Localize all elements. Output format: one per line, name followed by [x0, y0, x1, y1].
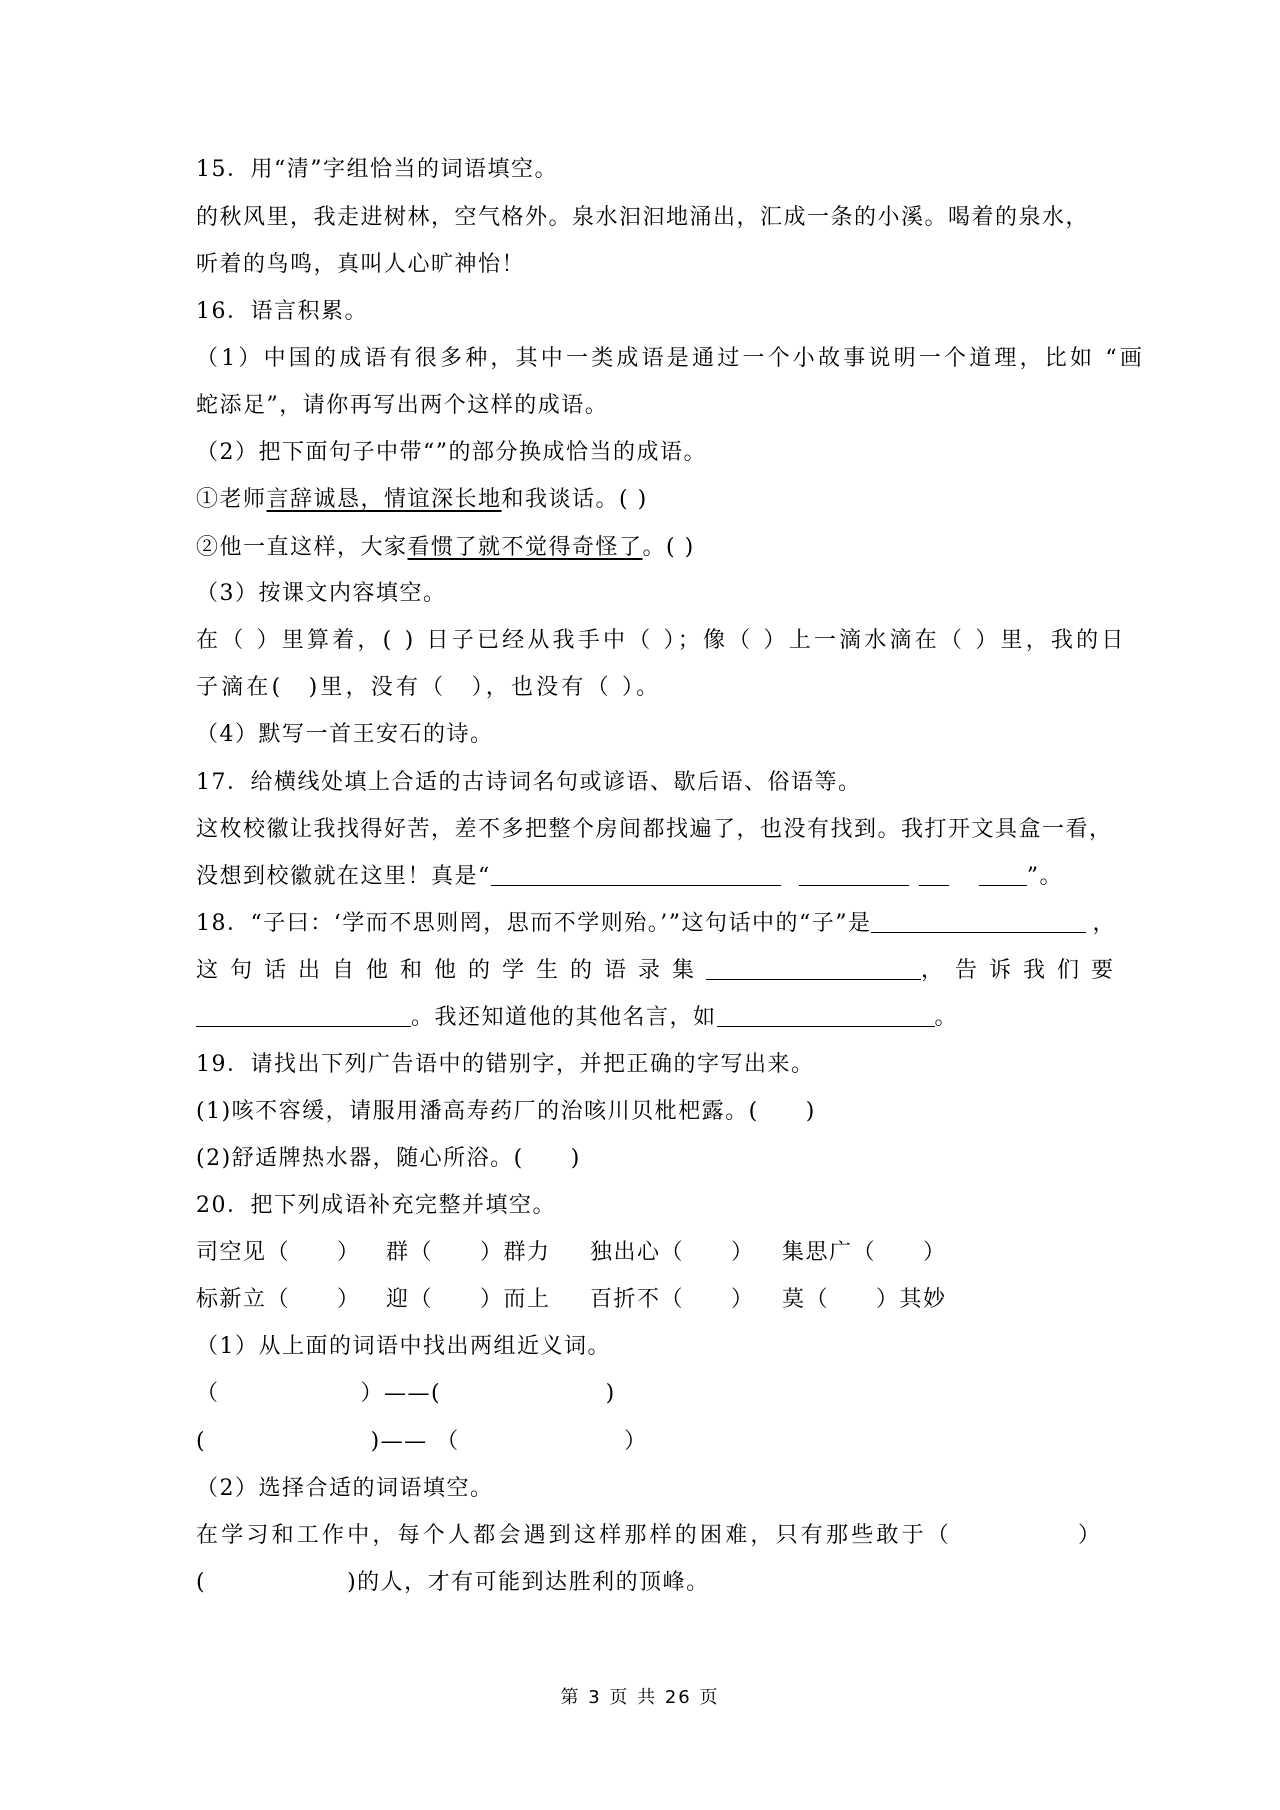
q16-sentence-1-suffix: 和我谈话。( ) — [501, 487, 648, 512]
q18-line-3-text: 。我还知道他的其他名言，如 — [411, 1005, 717, 1030]
page-footer: 第 3 页 共 26 页 — [560, 1687, 720, 1708]
q16-part3-title: （3）按课文内容填空。 — [196, 581, 447, 606]
q18-blank-quote[interactable] — [717, 1004, 935, 1027]
q15-title: 15．用“清”字组恰当的词语填空。 — [196, 157, 558, 182]
q17-line-2-close: ”。 — [1026, 864, 1063, 889]
q20-idiom-1-1: 司空见（ ） — [196, 1240, 361, 1265]
q17-line-2 — [196, 863, 1063, 891]
q20-pair-2: ( )—— （ ） — [196, 1429, 648, 1454]
q16-sentence-2-suffix: 。( ) — [642, 535, 695, 560]
q19-item-1: (1)咳不容缓，请服用潘高寿药厂的治咳川贝枇杷露。( ) — [196, 1099, 816, 1124]
q20-idiom-2-1: 标新立（ ） — [196, 1287, 361, 1312]
q18-line-1-comma: ， — [1092, 911, 1116, 936]
q18-line-3-end: 。 — [934, 1005, 959, 1030]
q16-part2-title: （2）把下面句子中带“”的部分换成恰当的成语。 — [196, 440, 707, 465]
q19-item-2: (2)舒适牌热水器，随心所浴。( ) — [196, 1146, 581, 1171]
q18-line-2-text: 这句话出自他和他的学生的语录集 — [196, 958, 707, 983]
q20-idiom-1-3: 独出心（ ） — [590, 1240, 755, 1265]
q17-answer-blank-4[interactable] — [979, 863, 1027, 886]
q17-answer-blank-2[interactable] — [799, 863, 909, 886]
q20-idiom-2-3: 百折不（ ） — [590, 1287, 755, 1312]
q15-line-2: 听着的鸟鸣，真叫人心旷神怡！ — [196, 252, 526, 277]
q18-line-2-tail: ，告诉我们要 — [921, 958, 1126, 983]
q20-part1-title: （1）从上面的词语中找出两组近义词。 — [196, 1334, 611, 1359]
q17-line-2-text: 没想到校徽就在这里！真是“ — [196, 864, 491, 889]
q17-title: 17．给横线处填上合适的古诗词名句或谚语、歇后语、俗语等。 — [196, 770, 862, 795]
q20-idiom-1-2: 群（ ）群力 — [386, 1240, 551, 1265]
q20-idiom-2-4: 莫（ ）其妙 — [782, 1287, 947, 1312]
q16-part1-line-1: （1）中国的成语有很多种，其中一类成语是通过一个小故事说明一个道理，比如 “画 — [196, 346, 1146, 371]
q20-part2-line-1: 在学习和工作中，每个人都会遇到这样那样的困难，只有那些敢于（ ） — [196, 1523, 1104, 1548]
q17-line-1: 这枚校徽让我找得好苦，差不多把整个房间都找遍了，也没有找到。我打开文具盒一看， — [196, 817, 1113, 842]
q18-line-2 — [196, 957, 1125, 985]
q16-sentence-2-prefix: ②他一直这样，大家 — [196, 535, 408, 560]
q20-part2-line-2: ( )的人，才有可能到达胜利的顶峰。 — [196, 1570, 710, 1595]
q16-part3-line-1: 在（ ）里算着，( ) 日子已经从我手中（ ）；像（ ）上一滴水滴在（ ）里，我的日 — [196, 628, 1127, 653]
q20-part2-title: （2）选择合适的词语填空。 — [196, 1476, 494, 1501]
q18-line-1 — [196, 910, 1116, 938]
q17-answer-blank-3[interactable] — [919, 863, 949, 886]
q18-line-1-text: 18．“子曰：‘学而不思则罔，思而不学则殆。’”这句话中的“子”是 — [196, 911, 872, 936]
q16-part3-line-2: 子滴在( )里，没有（ ），也没有（ ）。 — [196, 675, 662, 700]
q16-title: 16．语言积累。 — [196, 299, 368, 324]
q16-sentence-2 — [196, 534, 695, 562]
q20-idiom-2-2: 迎（ ）而上 — [386, 1287, 551, 1312]
q16-part4-title: （4）默写一首王安石的诗。 — [196, 722, 494, 747]
q16-part1-line-2: 蛇添足”，请你再写出两个这样的成语。 — [196, 393, 609, 418]
q20-title: 20．把下列成语补充完整并填空。 — [196, 1193, 556, 1218]
q16-sentence-2-underlined: 看惯了就不觉得奇怪了 — [407, 535, 643, 560]
q20-pair-1: （ ）——( ) — [196, 1381, 616, 1406]
q18-line-3 — [196, 1004, 958, 1032]
q19-title: 19．请找出下列广告语中的错别字，并把正确的字写出来。 — [196, 1052, 815, 1077]
q16-sentence-1-underlined: 言辞诚恳，情谊深长地 — [266, 487, 502, 512]
q16-sentence-1 — [196, 486, 648, 514]
q15-line-1: 的秋风里，我走进树林，空气格外。泉水汩汩地涌出，汇成一条的小溪。喝着的泉水， — [196, 205, 1090, 230]
q17-answer-blank-1[interactable] — [491, 863, 781, 886]
q18-blank-book[interactable] — [706, 957, 921, 980]
q18-blank-who[interactable] — [871, 910, 1086, 933]
q18-blank-lesson[interactable] — [196, 1004, 411, 1027]
q20-idiom-1-4: 集思广（ ） — [782, 1240, 947, 1265]
q16-sentence-1-prefix: ①老师 — [196, 487, 267, 512]
